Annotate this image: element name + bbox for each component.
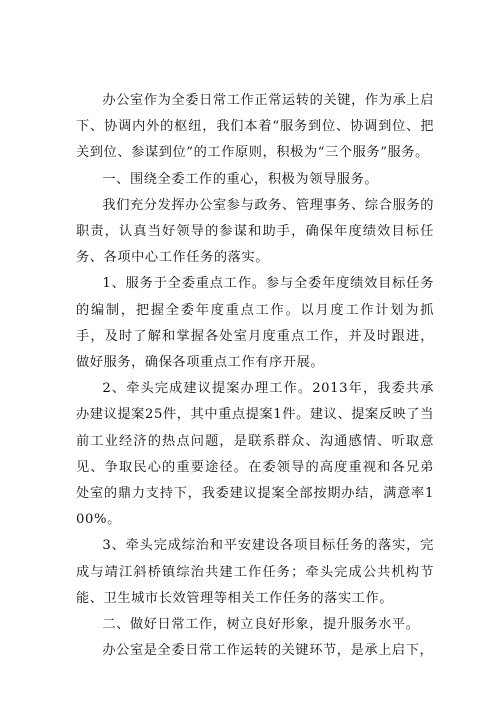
document-body [76,88,434,664]
paragraph-section-2: 办公室是全委日常工作运转的关键环节，是承上启下， [102,643,434,659]
list-item-3: 3、牵头完成综治和平安建设各项目标任务的落实，完成与靖江斜桥镇综治共建工作任务；牵头完成公共机构节能、卫生城市长效管理等相关工作任务的落实工作。 [76,538,434,606]
section-heading-1: 一、围绕全委工作的重心，积极为领导服务。 [102,171,379,187]
paragraph-section-1: 我们充分发挥办公室参与政务、管理事务、综合服务的职责，认真当好领导的参谋和助手，确保年度绩效目标任务、各项中心工作任务的落实。 [76,197,434,266]
paragraph-intro: 办公室作为全委日常工作正常运转的关键，作为承上启下、协调内外的枢纽，我们本着“服务到位、协调到位、把关到位、参谋到位”的工作原则，积极为“三个服务”服务。 [76,93,434,161]
list-item-1: 1、服务于全委重点工作。参与全委年度绩效目标任务的编制，把握全委年度重点工作。以月度工作计划为抓手，及时了解和掌握各处室月度重点工作，并及时跟进，做好服务，确保各项重点工作有序开展。 [76,276,434,371]
section-heading-2: 二、做好日常工作，树立良好形象，提升服务水平。 [102,617,420,633]
list-item-2: 2、牵头完成建议提案办理工作。2013年，我委共承办建议提案25件，其中重点提案1件。建议、提案反映了当前工业经济的热点问题，是联系群众、沟通感情、听取意见、争取民心的重要途径。在委领导的高度重视和各兄弟处室的鼎力支持下，我委建议提案全部按期办结，满意率100%。 [76,381,434,528]
